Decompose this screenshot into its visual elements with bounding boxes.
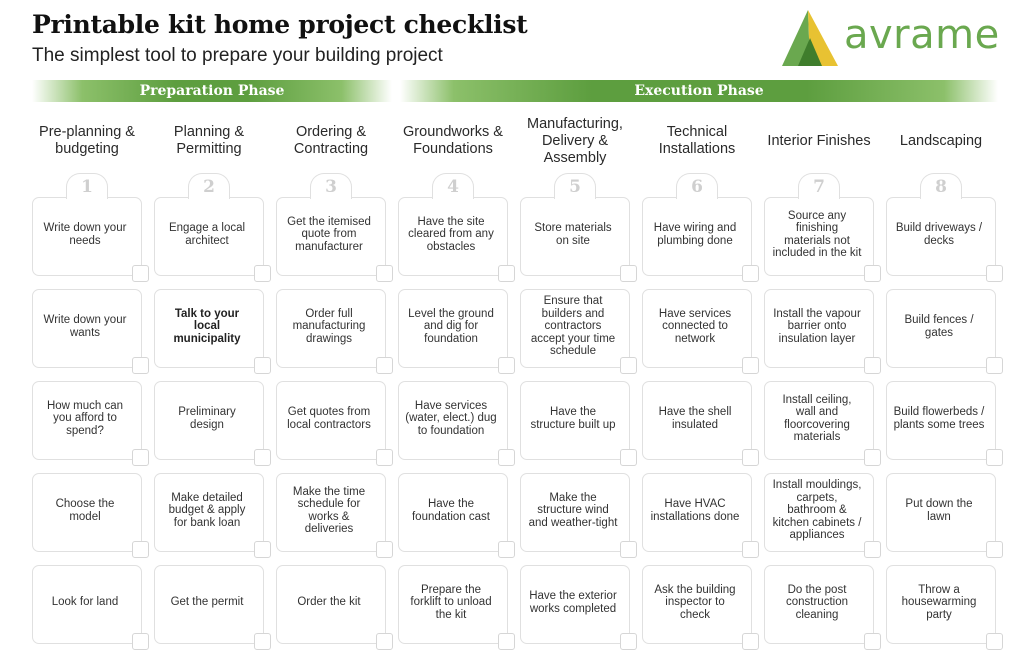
- task-checkbox[interactable]: [498, 265, 515, 282]
- task-checkbox[interactable]: [254, 633, 271, 650]
- step-number-5: 5: [554, 173, 596, 199]
- task-checkbox[interactable]: [986, 265, 1003, 282]
- execution-phase-banner: Execution Phase: [400, 80, 998, 102]
- task-label: Install the vapour barrier onto insulation layer: [773, 307, 861, 345]
- task-card: [764, 565, 874, 644]
- task-checkbox[interactable]: [498, 357, 515, 374]
- task-label: Have the foundation cast: [411, 498, 490, 523]
- task-label: Have services connected to network: [658, 307, 732, 345]
- step-number-4: 4: [432, 173, 474, 199]
- task-label: How much can you afford to spend?: [46, 399, 124, 437]
- task-label: Build fences / gates: [904, 314, 974, 339]
- task-label: Put down the lawn: [905, 498, 973, 523]
- task-checkbox[interactable]: [742, 357, 759, 374]
- column-title-6: Technical Installations: [658, 124, 736, 157]
- task-checkbox[interactable]: [864, 265, 881, 282]
- task-checkbox[interactable]: [742, 633, 759, 650]
- task-label: Have HVAC installations done: [650, 498, 740, 523]
- task-label: Talk to your local municipality: [173, 307, 241, 345]
- task-card: [276, 565, 386, 644]
- task-checkbox[interactable]: [376, 449, 393, 466]
- task-card: [276, 381, 386, 460]
- task-card: [520, 381, 630, 460]
- logo-text: avrame: [844, 12, 1000, 58]
- step-number-3: 3: [310, 173, 352, 199]
- task-label: Build driveways / decks: [895, 222, 983, 247]
- task-checkbox[interactable]: [376, 633, 393, 650]
- task-card: [32, 197, 142, 276]
- task-label: Prepare the forklift to unload the kit: [410, 583, 492, 621]
- task-label: Ask the building inspector to check: [654, 583, 736, 621]
- task-card: [276, 473, 386, 552]
- task-label: Look for land: [51, 596, 119, 609]
- task-checkbox[interactable]: [498, 541, 515, 558]
- task-label: Source any finishing materials not included in the kit: [772, 209, 862, 259]
- task-card: [398, 381, 508, 460]
- task-card: [764, 473, 874, 552]
- column-title-2: Planning & Permitting: [173, 124, 245, 157]
- task-checkbox[interactable]: [864, 449, 881, 466]
- step-number-7: 7: [798, 173, 840, 199]
- task-checkbox[interactable]: [254, 265, 271, 282]
- task-card: [886, 565, 996, 644]
- task-checkbox[interactable]: [620, 541, 637, 558]
- column-title-3: Ordering & Contracting: [293, 124, 369, 157]
- task-label: Ensure that builders and contractors accept your time schedule: [530, 295, 616, 358]
- task-card: [886, 381, 996, 460]
- task-checkbox[interactable]: [742, 541, 759, 558]
- step-number-6: 6: [676, 173, 718, 199]
- task-label: Build flowerbeds / plants some trees: [893, 406, 985, 431]
- task-checkbox[interactable]: [864, 633, 881, 650]
- preparation-phase-banner: Preparation Phase: [32, 80, 392, 102]
- logo-mark-icon: [780, 8, 842, 70]
- task-card: [886, 289, 996, 368]
- task-card: [642, 473, 752, 552]
- task-label: Have the structure built up: [530, 406, 616, 431]
- task-checkbox[interactable]: [986, 357, 1003, 374]
- task-card: [398, 565, 508, 644]
- task-label: Make the time schedule for works & deliveries: [292, 485, 366, 535]
- task-label: Write down your needs: [43, 222, 127, 247]
- task-label: Install ceiling, wall and floorcovering materials: [782, 393, 852, 443]
- task-card: [398, 289, 508, 368]
- task-checkbox[interactable]: [132, 265, 149, 282]
- task-label: Do the post construction cleaning: [785, 583, 848, 621]
- task-card: [642, 381, 752, 460]
- task-card: [642, 197, 752, 276]
- task-label: Make detailed budget & apply for bank loan: [168, 491, 246, 529]
- task-label: Make the structure wind and weather-tight: [528, 491, 618, 529]
- task-card: [398, 197, 508, 276]
- task-checkbox[interactable]: [376, 357, 393, 374]
- task-checkbox[interactable]: [620, 265, 637, 282]
- task-checkbox[interactable]: [742, 265, 759, 282]
- task-label: Have the shell insulated: [658, 406, 732, 431]
- task-card: [764, 197, 874, 276]
- task-checkbox[interactable]: [620, 357, 637, 374]
- task-card: [886, 197, 996, 276]
- task-checkbox[interactable]: [376, 265, 393, 282]
- task-label: Get quotes from local contractors: [287, 406, 371, 431]
- task-card: [520, 289, 630, 368]
- task-card: [154, 289, 264, 368]
- task-card: [32, 565, 142, 644]
- task-checkbox[interactable]: [986, 449, 1003, 466]
- task-card: [32, 381, 142, 460]
- task-checkbox[interactable]: [254, 449, 271, 466]
- task-card: [276, 289, 386, 368]
- task-checkbox[interactable]: [132, 357, 149, 374]
- task-label: Store materials on site: [534, 222, 612, 247]
- task-label: Choose the model: [55, 498, 115, 523]
- task-checkbox[interactable]: [132, 449, 149, 466]
- task-checkbox[interactable]: [254, 357, 271, 374]
- task-card: [154, 381, 264, 460]
- task-label: Write down your wants: [43, 314, 127, 339]
- task-card: [520, 473, 630, 552]
- task-card: [32, 473, 142, 552]
- task-checkbox[interactable]: [620, 449, 637, 466]
- task-label: Throw a housewarming party: [901, 583, 977, 621]
- task-label: Have wiring and plumbing done: [653, 222, 737, 247]
- task-checkbox[interactable]: [986, 541, 1003, 558]
- task-checkbox[interactable]: [498, 449, 515, 466]
- column-title-8: Landscaping: [899, 132, 983, 149]
- column-title-1: Pre-planning & budgeting: [39, 124, 135, 157]
- page-title: Printable kit home project checklist: [32, 10, 528, 39]
- task-label: Install mouldings, carpets, bathroom & kitchen cabinets / appliances: [772, 479, 862, 542]
- task-label: Have the exterior works completed: [529, 590, 617, 615]
- page-subtitle: The simplest tool to prepare your building project: [32, 45, 443, 66]
- task-label: Get the itemised quote from manufacturer: [287, 215, 371, 253]
- task-card: [520, 565, 630, 644]
- task-checkbox[interactable]: [498, 633, 515, 650]
- column-title-4: Groundworks & Foundations: [403, 124, 503, 157]
- step-number-8: 8: [920, 173, 962, 199]
- task-card: [642, 289, 752, 368]
- task-card: [520, 197, 630, 276]
- task-card: [764, 381, 874, 460]
- task-card: [154, 473, 264, 552]
- task-label: Have services (water, elect.) dug to foundation: [405, 399, 497, 437]
- task-label: Preliminary design: [178, 406, 236, 431]
- task-card: [154, 197, 264, 276]
- task-label: Engage a local architect: [168, 222, 246, 247]
- task-card: [642, 565, 752, 644]
- task-card: [276, 197, 386, 276]
- task-label: Have the site cleared from any obstacles: [408, 215, 494, 253]
- task-label: Level the ground and dig for foundation: [408, 307, 494, 345]
- task-checkbox[interactable]: [742, 449, 759, 466]
- column-title-7: Interior Finishes: [767, 132, 871, 149]
- task-checkbox[interactable]: [376, 541, 393, 558]
- task-card: [154, 565, 264, 644]
- avrame-logo: [780, 8, 1005, 70]
- task-checkbox[interactable]: [864, 357, 881, 374]
- task-checkbox[interactable]: [864, 541, 881, 558]
- task-card: [398, 473, 508, 552]
- task-checkbox[interactable]: [132, 633, 149, 650]
- task-label: Order the kit: [297, 596, 361, 609]
- column-title-5: Manufacturing, Delivery & Assembly: [527, 115, 623, 166]
- step-number-1: 1: [66, 173, 108, 199]
- task-checkbox[interactable]: [986, 633, 1003, 650]
- task-card: [764, 289, 874, 368]
- task-checkbox[interactable]: [132, 541, 149, 558]
- step-number-2: 2: [188, 173, 230, 199]
- task-card: [886, 473, 996, 552]
- task-checkbox[interactable]: [620, 633, 637, 650]
- task-label: Order full manufacturing drawings: [292, 307, 366, 345]
- task-label: Get the permit: [170, 596, 244, 609]
- task-checkbox[interactable]: [254, 541, 271, 558]
- task-card: [32, 289, 142, 368]
